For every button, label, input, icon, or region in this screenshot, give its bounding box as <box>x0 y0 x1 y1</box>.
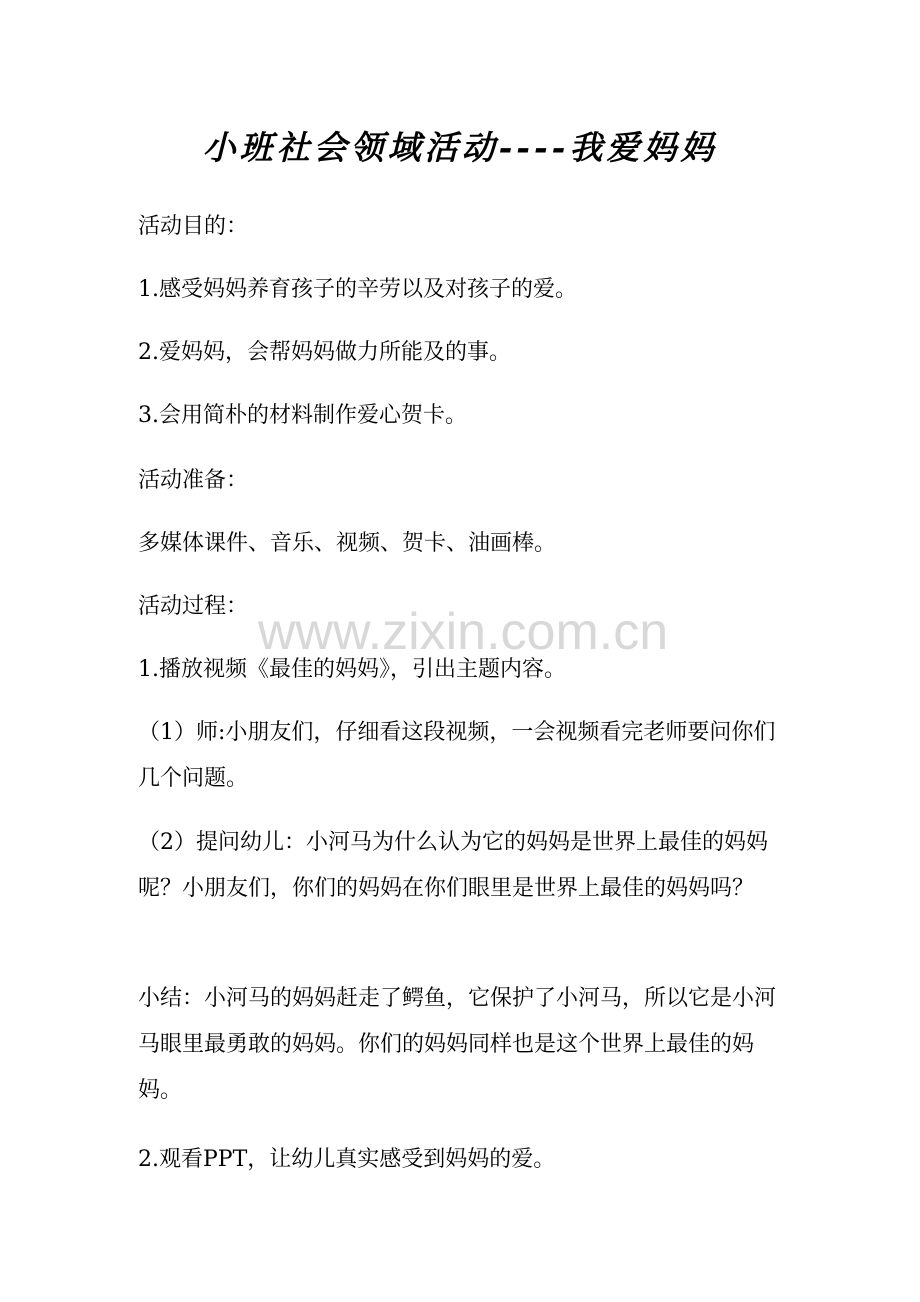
section-heading-process: 活动过程： <box>138 594 249 619</box>
section-heading-objectives: 活动目的： <box>138 214 249 239</box>
process-step-1: 1.播放视频《最佳的妈妈》，引出主题内容。 <box>138 657 566 682</box>
objective-item-2: 2.爱妈妈，会帮妈妈做力所能及的事。 <box>138 340 511 365</box>
process-step-1-sub-2: （2）提问幼儿：小河马为什么认为它的妈妈是世界上最佳的妈妈呢？小朋友们，你们的妈妈在你们眼里是世界上最佳的妈妈吗？ <box>138 830 768 901</box>
objective-item-1: 1.感受妈妈养育孩子的辛劳以及对孩子的爱。 <box>138 277 577 302</box>
process-summary: 小结：小河马的妈妈赶走了鳄鱼，它保护了小河马，所以它是小河马眼里最勇敢的妈妈。你们的妈妈同样也是这个世界上最佳的妈妈。 <box>138 986 777 1103</box>
process-step-2: 2.观看PPT，让幼儿真实感受到妈妈的爱。 <box>138 1147 556 1172</box>
objective-item-3: 3.会用简朴的材料制作爱心贺卡。 <box>138 403 467 428</box>
process-step-1-sub-1: （1）师:小朋友们，仔细看这段视频，一会视频看完老师要问你们几个问题。 <box>138 720 776 791</box>
watermark: www.zixin.com.cn <box>257 603 669 661</box>
preparation-materials: 多媒体课件、音乐、视频、贺卡、油画棒。 <box>138 531 557 556</box>
section-heading-preparation: 活动准备： <box>138 468 249 493</box>
document-title: 小班社会领域活动----我爱妈妈 <box>202 128 718 167</box>
